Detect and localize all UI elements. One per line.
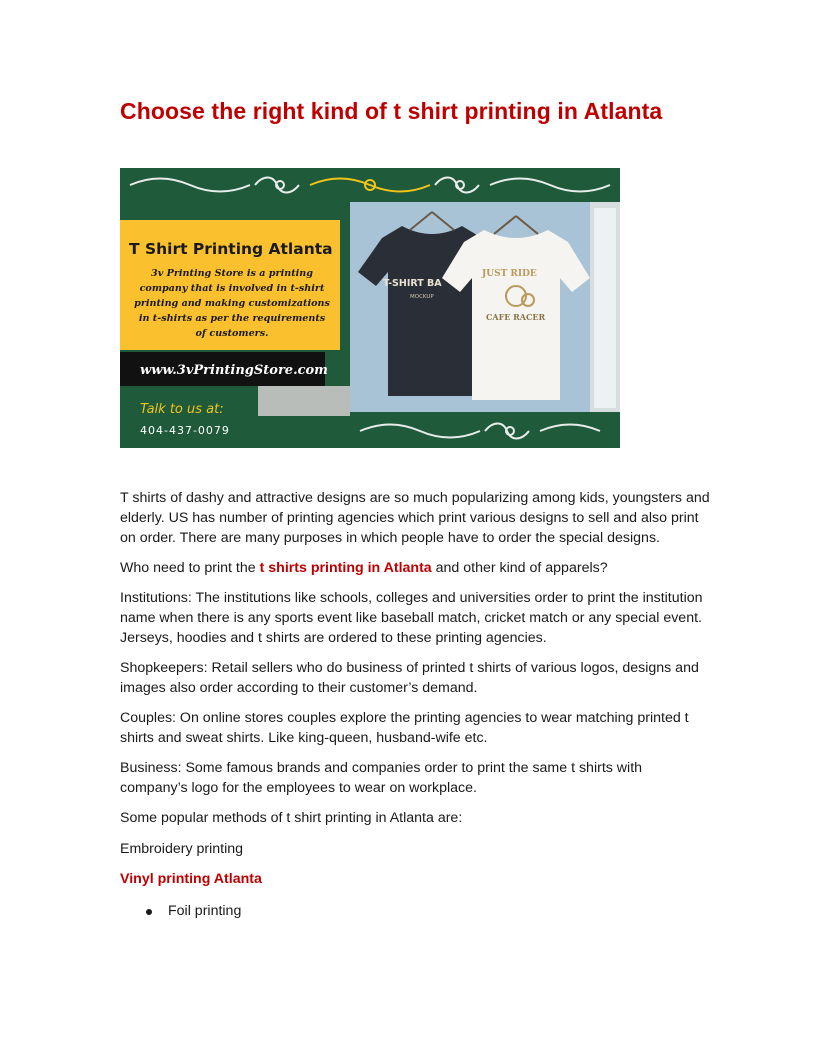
white-shirt-main-text: CAFE RACER [486, 312, 546, 322]
question-text-start: Who need to print the [120, 559, 260, 576]
t-shirts-printing-link[interactable]: t shirts printing in Atlanta [259, 559, 432, 576]
question-text-end: and other kind of apparels? [431, 559, 608, 576]
page-title: Choose the right kind of t shirt printing in Atlanta [120, 98, 663, 124]
white-shirt-arc-text: JUST RIDE [482, 269, 537, 279]
paragraph-intro: T shirts of dashy and attractive designs are so much popularizing among kids, youngsters and elderly. US has number of printing agencies which print various designs to sell and also print on order. There are many purposes in which people have to order the special designs. [120, 490, 710, 546]
paragraph-business: Business: Some famous brands and companies order to print the same t shirts with company’s logo for the employees to wear on workplace. [120, 760, 643, 797]
side-panel-inner [594, 208, 616, 408]
dark-shirt-text: T-SHIRT BA [383, 278, 442, 289]
bullet-list-item [120, 902, 710, 922]
banner-image [120, 168, 620, 448]
paragraph-question [120, 559, 710, 579]
paragraph-methods-intro: Some popular methods of t shirt printing in Atlanta are: [120, 810, 463, 827]
banner-heading: T Shirt Printing Atlanta [129, 240, 333, 258]
article-body [120, 489, 710, 922]
paragraph-institutions: Institutions: The institutions like schools, colleges and universities order to print the institution name when there is any sports event like baseball match, cricket match or any special event. Jerseys, hoodies and t shirts are ordered to these printing agencies. [120, 590, 703, 646]
banner-description-box [132, 266, 332, 348]
bullet-text: Foil printing [168, 902, 242, 919]
banner-talk-label: Talk to us at: [140, 402, 224, 417]
banner-website: www.3vPrintingStore.com [140, 363, 328, 378]
banner-description: 3v Printing Store is a printing company that is involved in t-shirt printing and making customizations in t-shirts as per the requirements of customers. [134, 268, 330, 339]
paragraph-embroidery: Embroidery printing [120, 840, 244, 857]
paragraph-shopkeepers: Shopkeepers: Retail sellers who do business of printed t shirts of various logos, designs and images also order according to their customer’s demand. [120, 660, 699, 696]
vinyl-printing-link[interactable]: Vinyl printing Atlanta [120, 870, 262, 887]
bullet-icon [146, 909, 152, 915]
paragraph-couples: Couples: On online stores couples explore the printing agencies to wear matching printed t shirts and sweat shirts. Like king-queen, husband-wife etc. [120, 710, 689, 746]
banner-graphic [120, 168, 620, 448]
stone-texture [258, 386, 350, 416]
dark-shirt-subtext: MOCKUP [410, 294, 434, 300]
banner-phone: 404-437-0079 [140, 424, 230, 437]
